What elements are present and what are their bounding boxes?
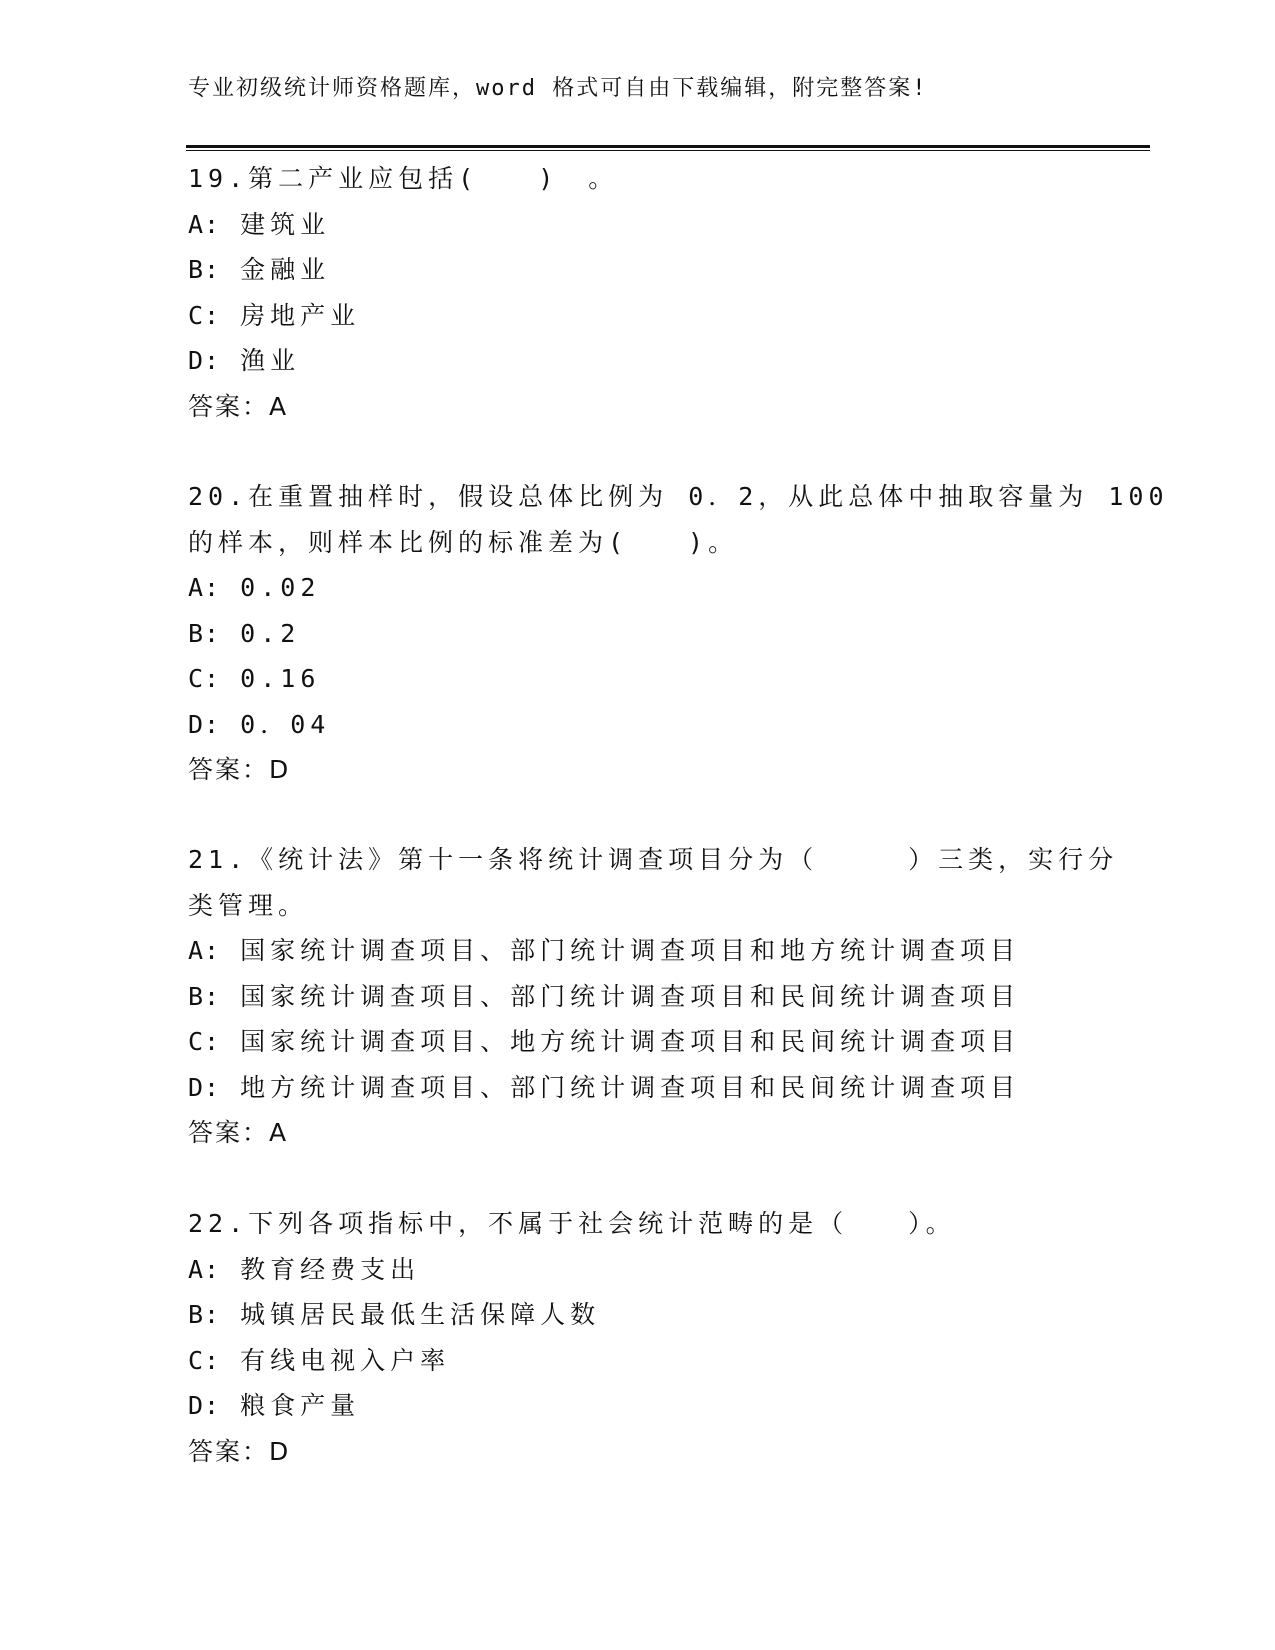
- page-header: 专业初级统计师资格题库，word 格式可自由下载编辑，附完整答案!: [188, 76, 928, 101]
- option-label: A:: [188, 573, 221, 602]
- option-d: [188, 338, 1088, 384]
- option-text: 国家统计调查项目、地方统计调查项目和民间统计调查项目: [240, 1027, 1021, 1056]
- option-a: [188, 202, 1088, 248]
- question-stem: 20.在重置抽样时，假设总体比例为 0．2，从此总体中抽取容量为 100: [188, 482, 1169, 511]
- option-text: 0.2: [240, 618, 301, 648]
- question-21: [188, 837, 1119, 1156]
- option-text: 0．04: [240, 709, 331, 739]
- option-b: [188, 1292, 1088, 1338]
- option-label: B:: [188, 618, 221, 648]
- header-divider: [186, 145, 1150, 151]
- option-label: A:: [188, 209, 221, 239]
- question-20: [188, 474, 1169, 793]
- question-stem: 21.《统计法》第十一条将统计调查项目分为（ ）三类，实行分: [188, 845, 1119, 874]
- option-c: [188, 1019, 1088, 1065]
- option-label: C:: [188, 664, 221, 693]
- option-label: D:: [188, 1072, 221, 1102]
- option-text: 国家统计调查项目、部门统计调查项目和地方统计调查项目: [240, 936, 1021, 965]
- option-text: 建筑业: [240, 209, 331, 239]
- option-text: 0.02: [240, 573, 321, 602]
- option-label: A:: [188, 1254, 221, 1284]
- option-label: D:: [188, 709, 221, 739]
- option-text: 渔业: [240, 346, 301, 375]
- question-stem: 22.下列各项指标中，不属于社会统计范畴的是（ ）。: [188, 1209, 956, 1238]
- option-b: [188, 974, 1088, 1020]
- answer-line: 答案：A: [188, 1118, 289, 1147]
- option-b: [188, 247, 1088, 293]
- option-b: [188, 611, 1088, 657]
- option-text: 0.16: [240, 664, 321, 693]
- option-label: C:: [188, 1345, 221, 1375]
- option-label: C:: [188, 300, 221, 330]
- answer-line: 答案：D: [188, 755, 291, 784]
- option-text: 金融业: [240, 255, 331, 284]
- option-label: C:: [188, 1027, 221, 1056]
- option-c: [188, 1338, 1088, 1384]
- answer-line: 答案：A: [188, 391, 289, 421]
- question-stem: 19.第二产业应包括( ) 。: [188, 164, 619, 193]
- option-label: B:: [188, 1300, 221, 1329]
- option-text: 城镇居民最低生活保障人数: [240, 1300, 601, 1329]
- question-stem-continued: 的样本，则样本比例的标准差为( )。: [188, 527, 739, 557]
- option-label: A:: [188, 936, 221, 965]
- option-c: [188, 656, 1088, 702]
- option-c: [188, 293, 1088, 339]
- option-a: [188, 928, 1088, 974]
- option-d: [188, 702, 1088, 748]
- option-text: 有线电视入户率: [240, 1345, 451, 1375]
- question-22: [188, 1201, 1088, 1474]
- option-label: D:: [188, 1391, 221, 1420]
- option-text: 国家统计调查项目、部门统计调查项目和民间统计调查项目: [240, 981, 1021, 1011]
- option-a: [188, 1247, 1088, 1293]
- option-label: B:: [188, 981, 221, 1011]
- answer-line: 答案：D: [188, 1436, 291, 1466]
- option-label: D:: [188, 346, 221, 375]
- option-text: 房地产业: [240, 300, 361, 330]
- question-stem-continued: 类管理。: [188, 890, 309, 920]
- option-text: 粮食产量: [240, 1391, 361, 1420]
- option-d: [188, 1383, 1088, 1429]
- option-d: [188, 1065, 1088, 1111]
- option-text: 教育经费支出: [240, 1254, 421, 1284]
- option-label: B:: [188, 255, 221, 284]
- question-19: [188, 156, 1088, 429]
- option-a: [188, 565, 1088, 611]
- option-text: 地方统计调查项目、部门统计调查项目和民间统计调查项目: [240, 1072, 1021, 1102]
